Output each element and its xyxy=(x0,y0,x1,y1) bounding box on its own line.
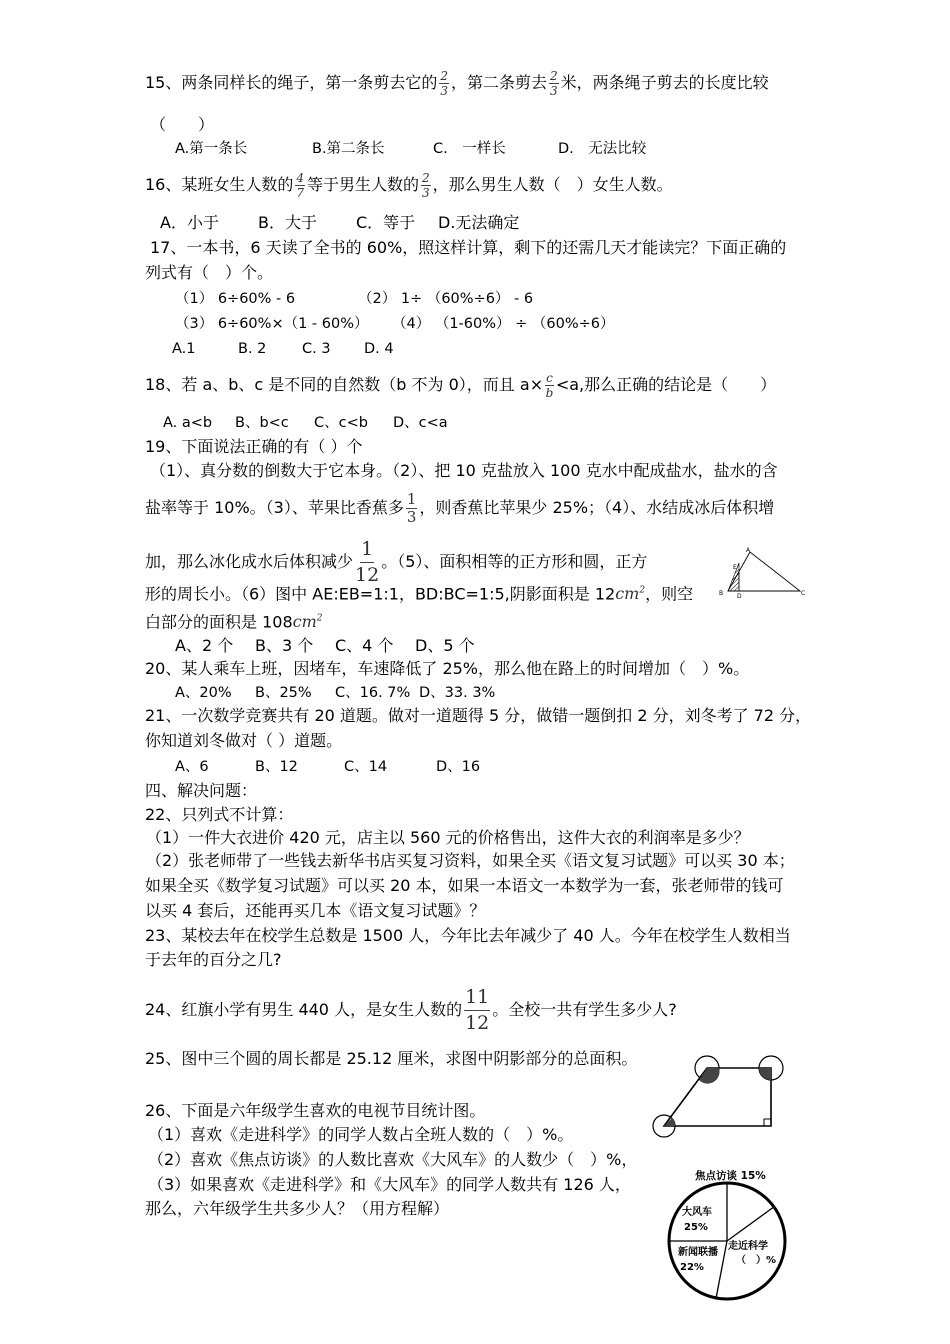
label-b: B xyxy=(719,590,724,597)
q17-line2: 列式有（ ）个。 xyxy=(145,263,274,282)
q16-option-a: A．小于 xyxy=(160,213,219,232)
q19-line1: 19、下面说法正确的有（ ）个 xyxy=(145,437,363,456)
q20-option-c: C、16. 7% xyxy=(335,685,411,701)
label-d: D xyxy=(737,593,742,600)
fraction-four-sevenths: $\frac{4}{7}$ xyxy=(296,171,305,200)
q16-option-b: B．大于 xyxy=(258,213,317,232)
q26-title: 26、下面是六年级学生喜欢的电视节目统计图。 xyxy=(145,1101,486,1120)
q19-line5: 形的周长小。（6）图中 AE:EB=1:1，BD:BC=1:5,阴影面积是 $12cm^2$，则空 xyxy=(145,584,694,604)
triangle-figure xyxy=(712,545,812,600)
q19-line3: 盐率等于 10%。（3）、苹果比香蕉多 $\frac{1}{3}$ ，则香蕉比苹果少 25%；（4）、水结成冰后体积增 xyxy=(145,490,775,526)
q21-option-a: A、6 xyxy=(175,759,209,775)
q22-part2-line3: 以买 4 套后，还能再买几本《语文复习试题》？ xyxy=(145,901,486,920)
q20-option-b: B、25% xyxy=(255,685,312,701)
q22-part1: （1）一件大衣进价 420 元，店主以 560 元的价格售出，这件大衣的利润率是多少？ xyxy=(146,828,750,847)
q15-option-c: C. 一样长 xyxy=(433,141,506,157)
q17-option-b: B. 2 xyxy=(238,341,267,357)
q16-stem: 16、某班女生人数的 $\frac{4}{7}$ 等于男生人数的 $\frac{2}{3}$ ，那么男生人数（ ）女生人数。 xyxy=(145,171,673,200)
q16-option-c: C．等于 xyxy=(356,213,416,232)
slice-label-windmill: 大风车 xyxy=(682,1207,712,1218)
q21-option-d: D、16 xyxy=(436,759,481,775)
fraction-c-over-b: $\frac{c}{b}$ xyxy=(545,371,554,400)
fraction-one-twelfth: $\frac{1}{12}$ xyxy=(355,538,380,586)
slice-label-focus: 焦点访谈 15% xyxy=(695,1170,766,1182)
q18-stem: 18、若 a、b、c 是不同的自然数（b 不为 0），而且 a× $\frac{c}{b}$ <a,那么正确的结论是（ ） xyxy=(145,371,777,400)
q26-part1: （1）喜欢《走进科学》的同学人数占全班人数的（ ）%。 xyxy=(148,1125,574,1144)
q19-line4: 加，那么冰化成水后体积减少 $\frac{1}{12}$ 。（5）、面积相等的正方形和圆，正方 xyxy=(145,538,648,586)
q17-option-d: D. 4 xyxy=(364,341,394,357)
q15-blank: （ ） xyxy=(150,115,215,134)
q22-part2-line1: （2）张老师带了一些钱去新华书店买复习资料，如果全买《语文复习试题》可以买 30 本； xyxy=(146,851,795,870)
q16-option-d: D.无法确定 xyxy=(438,213,520,232)
q15-option-a: A.第一条长 xyxy=(175,141,248,157)
q19-line2: （1）、真分数的倒数大于它本身。（2）、把 10 克盐放入 100 克水中配成盐水，盐水的含 xyxy=(150,461,778,480)
q25-stem: 25、图中三个圆的周长都是 25.12 厘米，求图中阴影部分的总面积。 xyxy=(145,1049,638,1068)
q15-option-b: B.第二条长 xyxy=(312,141,385,157)
pie-chart xyxy=(650,1163,800,1313)
q26-part2: （2）喜欢《焦点访谈》的人数比喜欢《大风车》的人数少（ ）%， xyxy=(148,1150,638,1169)
q23-line2: 于去年的百分之几? xyxy=(145,950,282,969)
fraction-one-third: $\frac{1}{3}$ xyxy=(406,490,417,526)
q21-line1: 21、一次数学竞赛共有 20 道题。做对一道题得 5 分，做错一题倒扣 2 分，刘冬考了 72 分， xyxy=(145,706,812,725)
shaded-sector-2 xyxy=(759,1068,771,1080)
unit-cm2: $cm^2$ xyxy=(292,612,323,632)
q26-part4: 那么，六年级学生共多少人？（用方程解） xyxy=(145,1199,450,1218)
fraction-two-thirds-meter: $\frac{2}{3}$ xyxy=(550,69,558,98)
q21-line2: 你知道刘冬做对（ ）道题。 xyxy=(145,731,343,750)
q15-stem: 15、两条同样长的绳子，第一条剪去它的 $\frac{2}{3}$ ，第二条剪去 $\frac{2}{3}$ 米，两条绳子剪去的长度比较 xyxy=(145,69,769,98)
slice-value-windmill: 25% xyxy=(684,1222,708,1233)
q17-expr-1: （1） 6÷60% - 6 xyxy=(175,291,296,307)
q19-option-d: D、5 个 xyxy=(415,636,475,655)
q22-part2-line2: 如果全买《数学复习试题》可以买 20 本，如果一本语文一本数学为一套，张老师带的钱可 xyxy=(145,876,784,895)
unit-cm2: $cm^2$ xyxy=(615,584,646,604)
q18-option-a: A. a<b xyxy=(163,415,213,431)
q20-option-d: D、33. 3% xyxy=(419,685,496,701)
q17-line1: 17、一本书，6 天读了全书的 60%，照这样计算，剩下的还需几天才能读完？下面正确的 xyxy=(150,238,787,257)
label-e: E xyxy=(733,564,737,571)
q20-option-a: A、20% xyxy=(175,685,232,701)
section-heading: 四、解决问题： xyxy=(145,781,258,800)
q19-option-c: C、4 个 xyxy=(335,636,394,655)
slice-value-science: （ ）% xyxy=(736,1255,777,1266)
fraction-two-thirds: $\frac{2}{3}$ xyxy=(440,69,449,98)
fraction-eleven-twelfths: $\frac{11}{12}$ xyxy=(465,986,490,1034)
slice-value-news: 22% xyxy=(680,1262,704,1273)
q17-option-a: A.1 xyxy=(172,341,196,357)
right-angle-mark xyxy=(764,1119,771,1126)
q21-option-c: C、14 xyxy=(344,759,388,775)
q24-stem: 24、红旗小学有男生 440 人，是女生人数的 $\frac{11}{12}$ 。全校一共有学生多少人? xyxy=(145,986,677,1034)
q17-expr-3: （3） 6÷60%×（1 - 60%） xyxy=(175,316,369,332)
q17-expr-2: （2） 1÷ （60%÷6） - 6 xyxy=(358,291,534,307)
q18-option-b: B、b<c xyxy=(235,415,289,431)
slice-label-science: 走近科学 xyxy=(728,1241,768,1252)
q22-title: 22、只列式不计算： xyxy=(145,805,294,824)
q19-option-a: A、2 个 xyxy=(175,636,234,655)
shaded-sector-1 xyxy=(699,1068,720,1084)
q18-option-d: D、c<a xyxy=(393,415,448,431)
q17-expr-4: （4） （1-60%） ÷ （60%÷6） xyxy=(392,316,615,332)
q19-option-b: B、3 个 xyxy=(255,636,314,655)
q15-option-d: D. 无法比较 xyxy=(558,141,647,157)
label-c: C xyxy=(801,590,806,597)
q21-option-b: B、12 xyxy=(255,759,298,775)
label-a: A xyxy=(746,547,751,554)
q18-option-c: C、c<b xyxy=(314,415,368,431)
q19-line6: 白部分的面积是 $108cm^2$ xyxy=(145,612,323,632)
q17-option-c: C. 3 xyxy=(302,341,331,357)
q26-part3: （3）如果喜欢《走进科学》和《大风车》的同学人数共有 126 人， xyxy=(148,1175,631,1194)
slice-label-news: 新闻联播 xyxy=(678,1247,718,1258)
q23-line1: 23、某校去年在校学生总数是 1500 人，今年比去年减少了 40 人。今年在校学生人数相当 xyxy=(145,926,791,945)
fraction-two-thirds: $\frac{2}{3}$ xyxy=(422,171,430,200)
q20-stem: 20、某人乘车上班，因堵车，车速降低了 25%，那么他在路上的时间增加（ ）%。 xyxy=(145,659,750,678)
circles-figure xyxy=(652,1050,797,1145)
